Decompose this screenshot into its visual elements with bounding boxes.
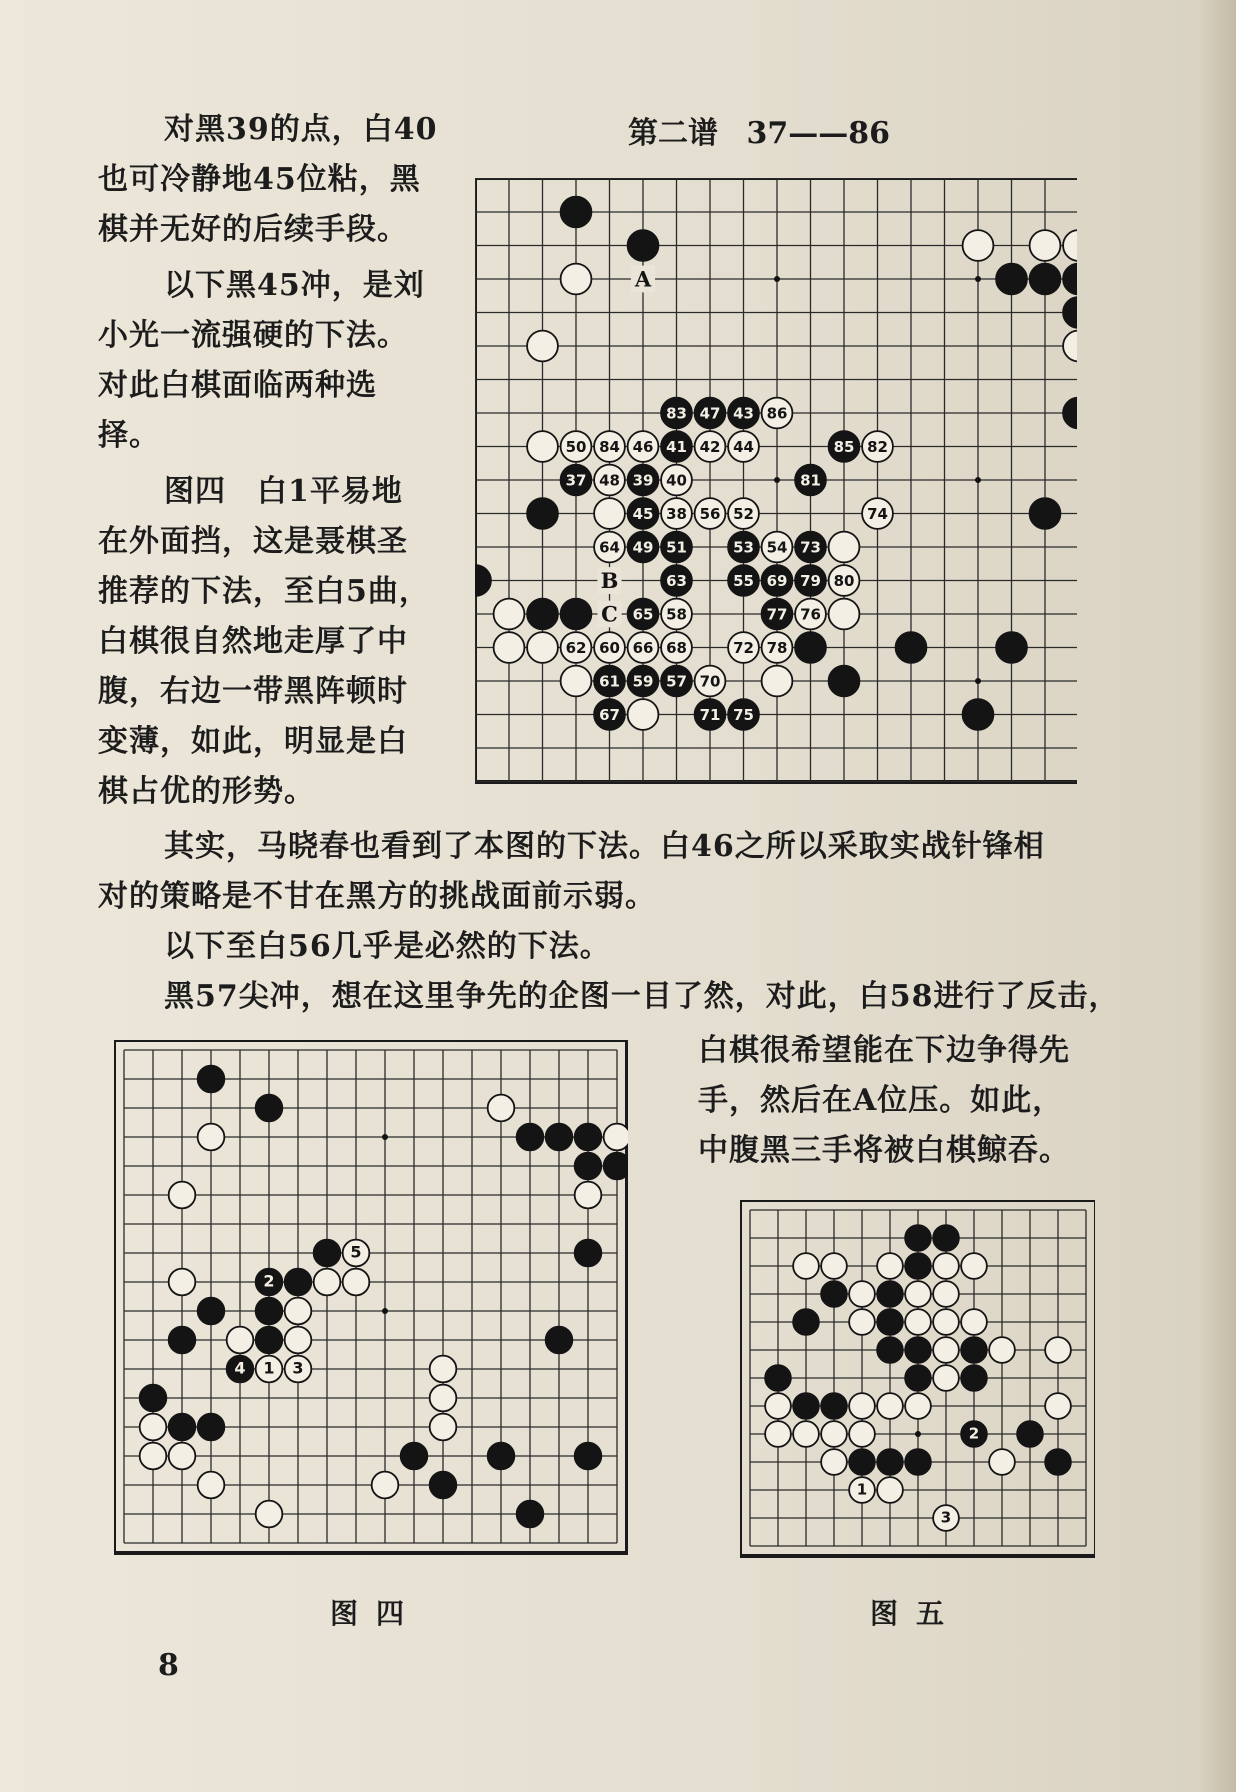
- white-stone: [933, 1337, 959, 1363]
- move-number: 77: [766, 605, 788, 624]
- text-line: 择。: [98, 418, 160, 453]
- white-stone: [989, 1449, 1015, 1475]
- black-stone: [198, 1414, 225, 1441]
- grid-lines: [124, 1050, 617, 1543]
- chapter-title: 第二谱: [628, 116, 718, 151]
- black-stone: [475, 565, 491, 596]
- white-stone: [933, 1281, 959, 1307]
- white-stone: [961, 1309, 987, 1335]
- move-number: 54: [766, 538, 788, 557]
- black-stone: [795, 632, 826, 663]
- black-stone: [604, 1153, 628, 1180]
- text-line: 推荐的下法，至白5曲，: [98, 574, 430, 609]
- black-stone: [905, 1337, 931, 1363]
- text-line: 其实，马晓春也看到了本图的下法。白46之所以采取实战针锋相: [164, 829, 1045, 864]
- black-stone: [1063, 264, 1077, 295]
- text-line: 中腹黑三手将被白棋鲸吞。: [698, 1133, 1070, 1168]
- move-number: 45: [632, 504, 654, 523]
- move-number: 68: [666, 638, 687, 657]
- black-stone: [933, 1225, 959, 1251]
- white-stone: [762, 666, 793, 697]
- white-stone: [494, 632, 525, 663]
- white-stone: [877, 1477, 903, 1503]
- move-number: 1: [263, 1358, 275, 1378]
- white-stone: [227, 1327, 254, 1354]
- white-stone: [594, 498, 625, 529]
- white-stone: [198, 1472, 225, 1499]
- black-stone: [575, 1240, 602, 1267]
- star-point: [774, 477, 780, 483]
- text-line: 变薄，如此，明显是白: [98, 724, 408, 759]
- black-stone: [314, 1240, 341, 1267]
- move-number: 5: [350, 1242, 362, 1262]
- white-stone: [1063, 230, 1077, 261]
- text-line: 也可冷静地45位粘，黑: [98, 162, 421, 197]
- black-stone: [963, 699, 994, 730]
- text-line: 棋占优的形势。: [98, 774, 315, 809]
- white-stone: [821, 1421, 847, 1447]
- white-stone: [575, 1182, 602, 1209]
- white-stone: [198, 1124, 225, 1151]
- white-stone: [372, 1472, 399, 1499]
- go-board-figure-4: [114, 1040, 628, 1564]
- black-stone: [256, 1327, 283, 1354]
- black-stone: [905, 1225, 931, 1251]
- star-point: [382, 1308, 388, 1314]
- move-number: 62: [565, 638, 587, 657]
- move-number: 86: [766, 404, 788, 423]
- move-number: 67: [599, 705, 620, 724]
- move-number: 2: [263, 1271, 275, 1291]
- move-number: 3: [292, 1358, 304, 1378]
- move-number: 84: [599, 437, 620, 456]
- text-line: 棋并无好的后续手段。: [98, 212, 408, 247]
- move-number: 49: [632, 538, 654, 557]
- black-stone: [546, 1327, 573, 1354]
- black-stone: [285, 1269, 312, 1296]
- black-stone: [430, 1472, 457, 1499]
- black-stone: [575, 1153, 602, 1180]
- move-number: 56: [699, 504, 721, 523]
- white-stone: [1045, 1337, 1071, 1363]
- black-stone: [256, 1298, 283, 1325]
- move-number: 65: [632, 605, 654, 624]
- black-stone: [169, 1414, 196, 1441]
- text-line: 腹，右边一带黑阵顿时: [98, 674, 408, 709]
- white-stone: [989, 1337, 1015, 1363]
- white-stone: [527, 331, 558, 362]
- black-stone: [821, 1281, 847, 1307]
- move-number: 59: [632, 672, 654, 691]
- white-stone: [849, 1281, 875, 1307]
- black-stone: [256, 1095, 283, 1122]
- white-stone: [793, 1253, 819, 1279]
- white-stone: [527, 431, 558, 462]
- black-stone: [905, 1449, 931, 1475]
- black-stone: [1045, 1449, 1071, 1475]
- black-stone: [546, 1124, 573, 1151]
- text-line: 以下黑45冲，是刘: [164, 268, 425, 303]
- white-stone: [285, 1298, 312, 1325]
- black-stone: [896, 632, 927, 663]
- white-stone: [849, 1421, 875, 1447]
- move-number: 71: [699, 705, 721, 724]
- white-stone: [140, 1414, 167, 1441]
- figure-5-caption: 图五: [870, 1597, 963, 1630]
- white-stone: [169, 1443, 196, 1470]
- black-stone: [527, 498, 558, 529]
- black-stone: [905, 1253, 931, 1279]
- white-stone: [905, 1393, 931, 1419]
- move-number: 39: [632, 471, 654, 490]
- white-stone: [1045, 1393, 1071, 1419]
- black-stone: [561, 197, 592, 228]
- move-number: 2: [968, 1424, 980, 1443]
- black-stone: [1063, 398, 1077, 429]
- black-stone: [877, 1449, 903, 1475]
- board-figure-4: [114, 1040, 628, 1564]
- black-stone: [527, 599, 558, 630]
- white-stone: [849, 1309, 875, 1335]
- position-label: B: [600, 567, 619, 593]
- white-stone: [933, 1309, 959, 1335]
- white-stone: [905, 1281, 931, 1307]
- move-number: 46: [632, 437, 654, 456]
- black-stone: [996, 632, 1027, 663]
- move-number: 1: [856, 1480, 868, 1499]
- white-stone: [933, 1253, 959, 1279]
- move-range: 37——86: [746, 116, 890, 151]
- move-number: 58: [666, 605, 687, 624]
- black-stone: [140, 1385, 167, 1412]
- text-line: 对黑39的点，白40: [164, 112, 438, 147]
- white-stone: [140, 1443, 167, 1470]
- black-stone: [1017, 1421, 1043, 1447]
- board-figure-5: [740, 1200, 1095, 1564]
- star-point: [975, 678, 981, 684]
- white-stone: [933, 1365, 959, 1391]
- white-stone: [256, 1501, 283, 1528]
- move-number: 78: [766, 638, 788, 657]
- black-stone: [793, 1393, 819, 1419]
- move-number: 69: [766, 571, 788, 590]
- move-number: 72: [733, 638, 754, 657]
- black-stone: [169, 1327, 196, 1354]
- black-stone: [793, 1309, 819, 1335]
- white-stone: [963, 230, 994, 261]
- black-stone: [821, 1393, 847, 1419]
- star-point: [975, 276, 981, 282]
- move-number: 40: [666, 471, 687, 490]
- move-number: 41: [666, 437, 687, 456]
- move-number: 48: [599, 471, 620, 490]
- white-stone: [849, 1393, 875, 1419]
- white-stone: [169, 1269, 196, 1296]
- black-stone: [765, 1365, 791, 1391]
- full-width-text: [98, 822, 1120, 1022]
- move-number: 70: [699, 672, 721, 691]
- move-number: 74: [867, 504, 888, 523]
- move-number: 60: [599, 638, 620, 657]
- white-stone: [793, 1421, 819, 1447]
- left-column-text: [98, 105, 438, 817]
- go-board-figure-5: [740, 1200, 1095, 1564]
- white-stone: [877, 1253, 903, 1279]
- text-line: 黑57尖冲，想在这里争先的企图一目了然，对此，白58进行了反击，: [164, 979, 1120, 1014]
- black-stone: [1030, 498, 1061, 529]
- move-number: 43: [733, 404, 754, 423]
- text-line: 对此白棋面临两种选: [98, 368, 377, 403]
- star-point: [975, 477, 981, 483]
- black-stone: [575, 1124, 602, 1151]
- black-stone: [877, 1281, 903, 1307]
- white-stone: [169, 1182, 196, 1209]
- white-stone: [877, 1393, 903, 1419]
- move-number: 83: [666, 404, 687, 423]
- black-stone: [198, 1066, 225, 1093]
- black-stone: [488, 1443, 515, 1470]
- black-stone: [561, 599, 592, 630]
- text-line: 以下至白56几乎是必然的下法。: [164, 929, 611, 964]
- star-point: [774, 276, 780, 282]
- move-number: 53: [733, 538, 754, 557]
- move-number: 51: [666, 538, 687, 557]
- text-line: 白棋很希望能在下边争得先: [698, 1033, 1070, 1068]
- board-frame: [114, 1040, 627, 1553]
- go-board-main-diagram: [475, 178, 1077, 796]
- black-stone: [961, 1337, 987, 1363]
- black-stone: [877, 1309, 903, 1335]
- white-stone: [430, 1414, 457, 1441]
- white-stone: [561, 264, 592, 295]
- page-header: [628, 108, 908, 152]
- move-number: 63: [666, 571, 687, 590]
- move-number: 85: [833, 437, 855, 456]
- white-stone: [829, 532, 860, 563]
- white-stone: [829, 599, 860, 630]
- move-number: 75: [733, 705, 754, 724]
- black-stone: [877, 1337, 903, 1363]
- white-stone: [494, 599, 525, 630]
- position-label: A: [634, 266, 652, 292]
- white-stone: [561, 666, 592, 697]
- white-stone: [343, 1269, 370, 1296]
- move-number: 4: [234, 1358, 246, 1378]
- white-stone: [604, 1124, 628, 1151]
- move-number: 64: [599, 538, 620, 557]
- black-stone: [575, 1443, 602, 1470]
- star-point: [382, 1134, 388, 1140]
- black-stone: [849, 1449, 875, 1475]
- move-number: 50: [565, 437, 587, 456]
- page-edge-shadow: [1198, 0, 1236, 1792]
- move-number: 82: [867, 437, 888, 456]
- text-line: 在外面挡，这是聂棋圣: [98, 524, 408, 559]
- white-stone: [821, 1253, 847, 1279]
- black-stone: [401, 1443, 428, 1470]
- move-number: 44: [733, 437, 754, 456]
- white-stone: [488, 1095, 515, 1122]
- move-number: 80: [833, 571, 855, 590]
- white-stone: [905, 1309, 931, 1335]
- move-number: 57: [666, 672, 687, 691]
- white-stone: [1063, 331, 1077, 362]
- black-stone: [1030, 264, 1061, 295]
- right-column-text: [698, 1026, 1070, 1176]
- white-stone: [961, 1253, 987, 1279]
- text-line: 图四 白1平易地: [164, 474, 403, 509]
- black-stone: [628, 230, 659, 261]
- black-stone: [905, 1365, 931, 1391]
- move-number: 79: [800, 571, 821, 590]
- move-number: 66: [632, 638, 654, 657]
- black-stone: [517, 1501, 544, 1528]
- text-line: 小光一流强硬的下法。: [98, 318, 408, 353]
- page-number: 8: [158, 1648, 179, 1683]
- move-number: 52: [733, 504, 754, 523]
- black-stone: [517, 1124, 544, 1151]
- white-stone: [821, 1449, 847, 1475]
- move-number: 76: [800, 605, 821, 624]
- text-line: 对的策略是不甘在黑方的挑战面前示弱。: [98, 879, 656, 914]
- move-number: 81: [800, 471, 821, 490]
- move-number: 73: [800, 538, 821, 557]
- white-stone: [314, 1269, 341, 1296]
- move-number: 61: [599, 672, 620, 691]
- black-stone: [829, 666, 860, 697]
- black-stone: [996, 264, 1027, 295]
- white-stone: [628, 699, 659, 730]
- board-main: [475, 178, 1077, 796]
- white-stone: [430, 1356, 457, 1383]
- move-number: 3: [940, 1508, 952, 1527]
- white-stone: [765, 1393, 791, 1419]
- black-stone: [198, 1298, 225, 1325]
- move-number: 38: [666, 504, 687, 523]
- white-stone: [765, 1421, 791, 1447]
- white-stone: [527, 632, 558, 663]
- text-line: 白棋很自然地走厚了中: [98, 624, 408, 659]
- figure-4-caption: 图四: [330, 1597, 423, 1630]
- position-label: C: [601, 601, 618, 627]
- star-point: [915, 1431, 921, 1437]
- black-stone: [961, 1365, 987, 1391]
- white-stone: [285, 1327, 312, 1354]
- white-stone: [1030, 230, 1061, 261]
- move-number: 47: [699, 404, 721, 423]
- move-number: 55: [733, 571, 754, 590]
- text-line: 手，然后在A位压。如此，: [698, 1083, 1064, 1118]
- move-number: 42: [699, 437, 721, 456]
- move-number: 37: [565, 471, 587, 490]
- white-stone: [430, 1385, 457, 1412]
- black-stone: [1063, 297, 1077, 328]
